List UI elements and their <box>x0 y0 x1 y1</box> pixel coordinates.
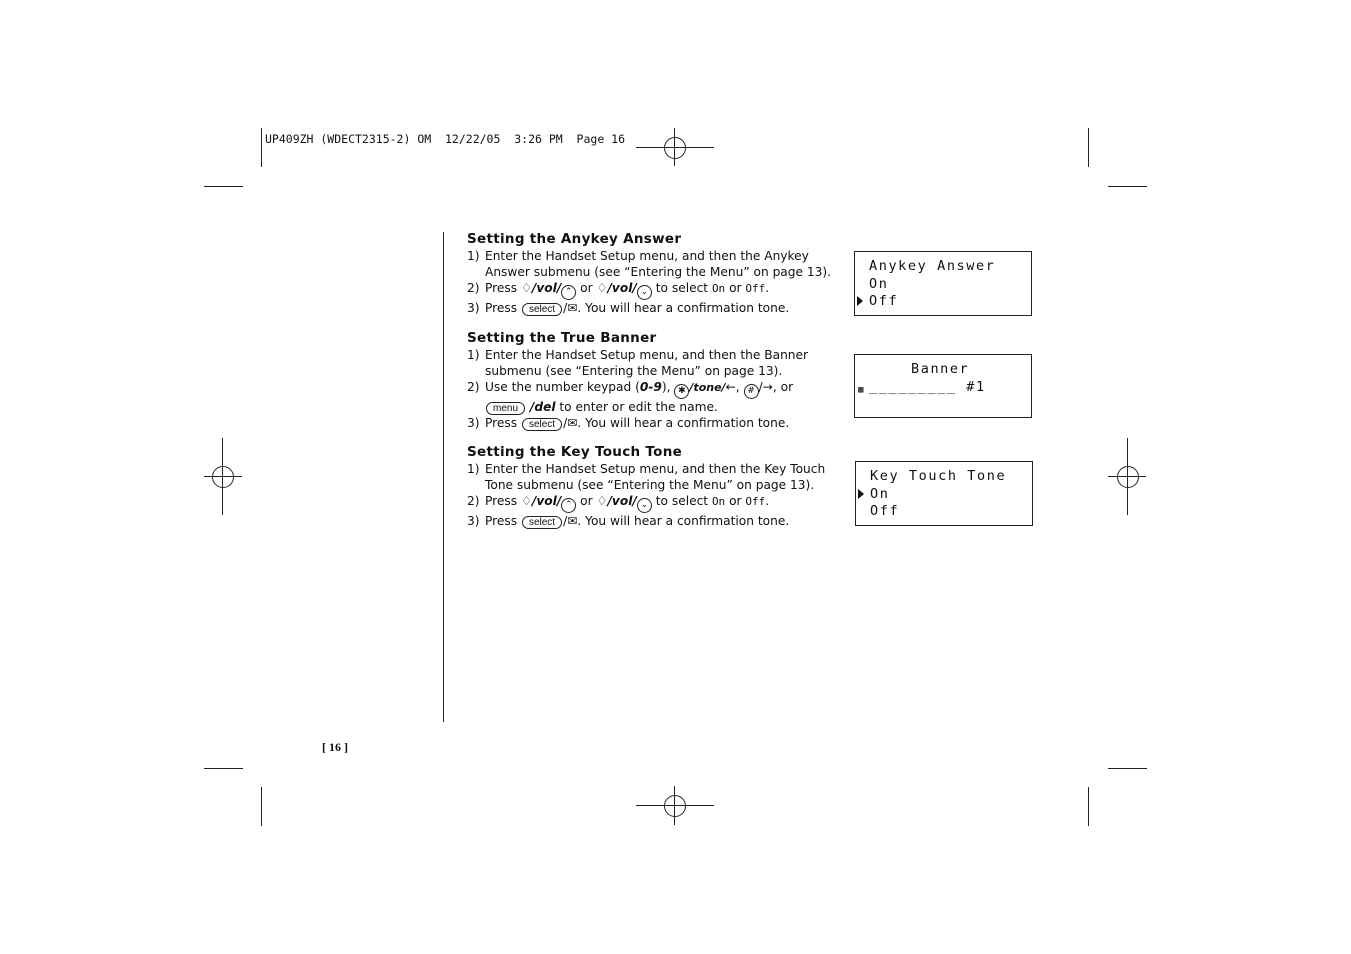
cursor-arrow-icon <box>857 296 863 306</box>
step-number: 1) <box>467 249 480 263</box>
registration-target-left <box>212 466 234 488</box>
down-key-icon: ⌄ <box>637 498 652 513</box>
envelope-icon: ✉ <box>567 514 578 528</box>
del-key: /del <box>529 400 556 414</box>
step-number: 3) <box>467 416 480 430</box>
keypad-keys: 0-9 <box>639 380 662 394</box>
step <box>467 493 837 513</box>
tone-key: /tone/ <box>689 381 726 394</box>
text-cursor-icon: ▦ <box>858 384 864 395</box>
step-line: Enter the Handset Setup menu, and then the Key Touch <box>485 462 826 476</box>
registration-line <box>1127 438 1128 515</box>
on-option: On <box>711 282 726 295</box>
step-text: Use the number keypad (0-9), ✱ /tone/←, # /→, or menu /del to enter or edit the name. <box>485 380 794 414</box>
step-tail: . You will hear a confirmation tone. <box>577 301 790 315</box>
section-title: Setting the True Banner <box>467 330 657 346</box>
lcd-row-selected <box>855 293 1031 311</box>
select-key: select <box>522 418 562 431</box>
press-word: Press <box>485 416 518 430</box>
registration-line <box>674 786 675 825</box>
registration-target-top <box>664 137 686 159</box>
crop-mark <box>1108 768 1147 769</box>
select-key: select <box>522 303 562 316</box>
period: . <box>765 494 770 508</box>
registration-line <box>674 128 675 166</box>
step-tail: to enter or edit the name. <box>559 400 718 414</box>
close-paren: ), <box>661 380 671 394</box>
lcd-row-selected <box>856 486 1032 504</box>
column-rule <box>443 232 444 722</box>
step-line: Enter the Handset Setup menu, and then the Banner <box>485 348 809 362</box>
crop-mark <box>1088 128 1089 167</box>
step-text: Press select /✉. You will hear a confirmation tone. <box>485 514 790 528</box>
vol-key: /vol/ <box>607 281 637 295</box>
off-option: Off <box>745 282 766 295</box>
star-key-icon: ✱ <box>674 384 689 399</box>
step <box>467 300 837 316</box>
step <box>467 513 837 529</box>
select-key: select <box>522 516 562 529</box>
lcd-row-text: Off <box>869 293 899 309</box>
step-text <box>485 280 837 300</box>
registration-target-bottom <box>664 795 686 817</box>
up-key-icon: ⌃ <box>561 498 576 513</box>
section-anykey-answer <box>467 231 837 316</box>
vol-key: /vol/ <box>531 281 562 295</box>
step-text <box>485 493 837 513</box>
step <box>467 461 837 493</box>
step-text <box>485 461 837 493</box>
cursor-arrow-icon <box>858 489 864 499</box>
step-number: 3) <box>467 301 480 315</box>
select-word: to select <box>655 494 709 508</box>
step <box>467 415 837 431</box>
bell-icon: ♢ <box>596 281 608 295</box>
or-word: or <box>729 281 742 295</box>
lcd-row-text: On <box>870 485 890 502</box>
section-key-touch-tone <box>467 444 837 529</box>
crop-mark <box>204 186 243 187</box>
crop-mark <box>1088 787 1089 826</box>
press-word: Press <box>485 301 518 315</box>
registration-line <box>204 476 242 477</box>
press-word: Press <box>485 494 518 508</box>
menu-key: menu <box>486 402 525 415</box>
on-option: On <box>711 495 726 508</box>
registration-line <box>636 147 714 148</box>
registration-line <box>222 438 223 515</box>
bell-icon: ♢ <box>596 494 608 508</box>
step-line: Answer submenu (see “Entering the Menu” on page 13). <box>485 265 832 279</box>
section-title: Setting the Anykey Answer <box>467 231 682 247</box>
crop-mark <box>261 128 262 167</box>
left-arrow-icon: ← <box>725 380 736 394</box>
press-word: Press <box>485 514 518 528</box>
press-word: Press <box>485 281 518 295</box>
step-number: 2) <box>467 380 480 394</box>
step <box>467 280 837 300</box>
step-number: 1) <box>467 462 480 476</box>
vol-key: /vol/ <box>531 494 562 508</box>
off-option: Off <box>745 495 766 508</box>
step-number: 1) <box>467 348 480 362</box>
lcd-row: Key Touch Tone <box>870 468 1007 484</box>
step-text: Press select /✉. You will hear a confirmation tone. <box>485 301 790 315</box>
print-slug: UP409ZH (WDECT2315-2) OM 12/22/05 3:26 PM Page 16 <box>265 132 626 146</box>
crop-mark <box>204 768 243 769</box>
crop-mark <box>261 787 262 826</box>
period: . <box>765 281 770 295</box>
lcd-key-touch-tone <box>855 461 1033 526</box>
section-true-banner <box>467 330 837 431</box>
page-number: [ 16 ] <box>322 740 348 754</box>
step <box>467 347 837 379</box>
lcd-banner <box>854 354 1032 418</box>
vol-key: /vol/ <box>607 494 637 508</box>
registration-target-right <box>1117 466 1139 488</box>
step-line: Enter the Handset Setup menu, and then the Anykey <box>485 249 809 263</box>
step-number: 2) <box>467 281 480 295</box>
select-word: to select <box>655 281 709 295</box>
step-line: submenu (see “Entering the Menu” on page 13). <box>485 364 783 378</box>
bell-icon: ♢ <box>520 494 532 508</box>
lcd-row: Anykey Answer <box>869 258 996 274</box>
registration-line <box>636 805 714 806</box>
or-word: or <box>729 494 742 508</box>
bell-icon: ♢ <box>520 281 532 295</box>
step-text <box>485 248 837 280</box>
lcd-row: On <box>869 275 889 292</box>
section-title: Setting the Key Touch Tone <box>467 444 683 460</box>
step <box>467 379 837 415</box>
step-line: Tone submenu (see “Entering the Menu” on page 13). <box>485 478 815 492</box>
or-word: or <box>580 281 593 295</box>
step-text <box>485 347 837 379</box>
step-tail: . You will hear a confirmation tone. <box>577 514 790 528</box>
envelope-icon: ✉ <box>567 416 578 430</box>
step <box>467 248 837 280</box>
crop-mark <box>1108 186 1147 187</box>
lcd-anykey-answer <box>854 251 1032 316</box>
right-arrow-icon: → <box>762 380 773 394</box>
down-key-icon: ⌄ <box>637 285 652 300</box>
step-number: 2) <box>467 494 480 508</box>
step-tail: . You will hear a confirmation tone. <box>577 416 790 430</box>
step-text: Press select /✉. You will hear a confirmation tone. <box>485 416 790 430</box>
up-key-icon: ⌃ <box>561 285 576 300</box>
lcd-row <box>855 379 1031 397</box>
step-number: 3) <box>467 514 480 528</box>
envelope-icon: ✉ <box>567 301 578 315</box>
lcd-row: Banner <box>911 361 970 377</box>
use-text: Use the number keypad ( <box>485 380 640 394</box>
pound-key-icon: # <box>744 384 759 399</box>
lcd-row: Off <box>870 503 900 519</box>
or-word: , or <box>772 380 794 394</box>
or-word: or <box>580 494 593 508</box>
lcd-row-text: _________ #1 <box>869 378 986 395</box>
